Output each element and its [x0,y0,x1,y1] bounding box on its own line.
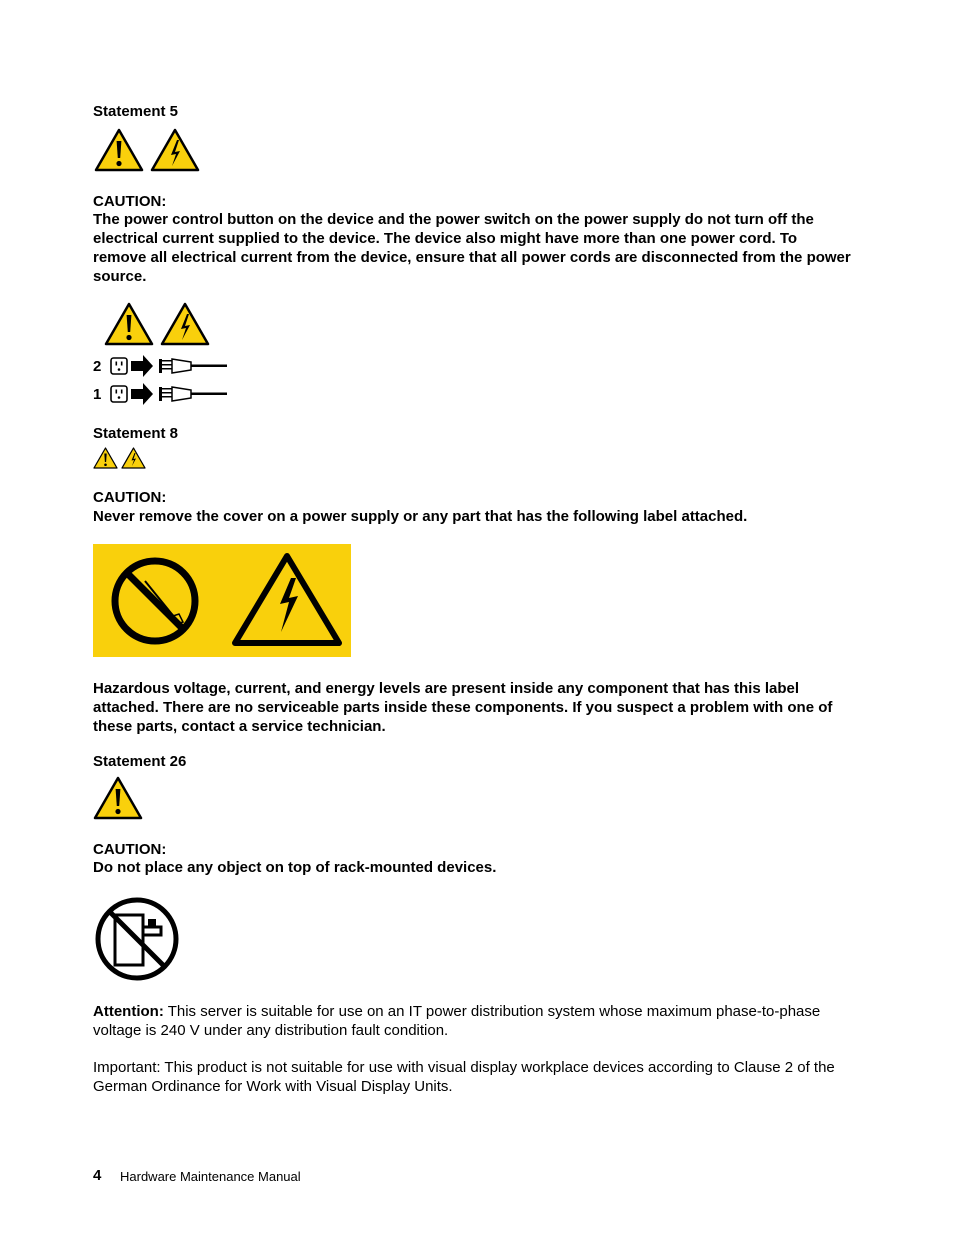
high-voltage-icon [121,447,146,469]
statement-8-caution-text: Never remove the cover on a power supply or any part that has the following label attached. [93,508,748,525]
statement-8-heading: Statement 8 [93,425,179,442]
high-voltage-icon [160,302,210,346]
important-paragraph: Important: This product is not suitable for use with visual display workplace devices according to Clause 2 of the German Ordinance for Work with Visual Display Units. [93,1059,835,1095]
warning-triangle-icon [94,128,144,172]
statement-5-caution-text: The power control button on the device and the power switch on the power supply do not turn off the electrical current supplied to the device. The device also might have more than one power cord. To remove all electrical current from the device, ensure that all power cords are disconnected from the power source. [93,211,851,285]
manual-title: Hardware Maintenance Manual [120,1169,301,1184]
power-plug-icon [131,383,227,405]
power-cord-row-2 [93,355,227,377]
attention-paragraph [93,1002,853,1040]
warning-triangle-icon [93,447,118,469]
attention-label: Attention: [93,1003,164,1020]
statement-5-heading: Statement 5 [93,103,179,120]
statement-26-caution-label: CAUTION: [93,841,167,858]
power-plug-icon [131,355,227,377]
statement-26-heading: Statement 26 [93,753,187,770]
power-cord-warning-icons [104,302,210,346]
statement-5-caution-label: CAUTION: [93,193,167,210]
do-not-open-hazard-label [93,544,351,657]
cord-label-1: 1 [93,385,102,403]
warning-triangle-icon [93,776,143,820]
cord-label-2: 2 [93,357,102,375]
power-outlet-icon [110,357,128,375]
power-outlet-icon [110,385,128,403]
page-number: 4 [93,1167,102,1184]
high-voltage-icon [150,128,200,172]
statement-8-icons [93,447,146,469]
no-objects-on-rack-icon [93,895,181,983]
power-cord-row-1 [93,383,227,405]
statement-26-caution-text: Do not place any object on top of rack-mounted devices. [93,859,497,876]
statement-5-icons [94,128,200,172]
statement-8-caution-label: CAUTION: [93,489,167,506]
statement-26-icons [93,776,143,820]
attention-text: This server is suitable for use on an IT power distribution system whose maximum phase-to-phase voltage is 240 V under any distribution fault condition. [93,1003,821,1039]
warning-triangle-icon [104,302,154,346]
statement-8-hazard-text: Hazardous voltage, current, and energy levels are present inside any component that has this label attached. There are no serviceable parts inside these components. If you suspect a problem with one of these parts, contact a service technician. [93,680,833,735]
